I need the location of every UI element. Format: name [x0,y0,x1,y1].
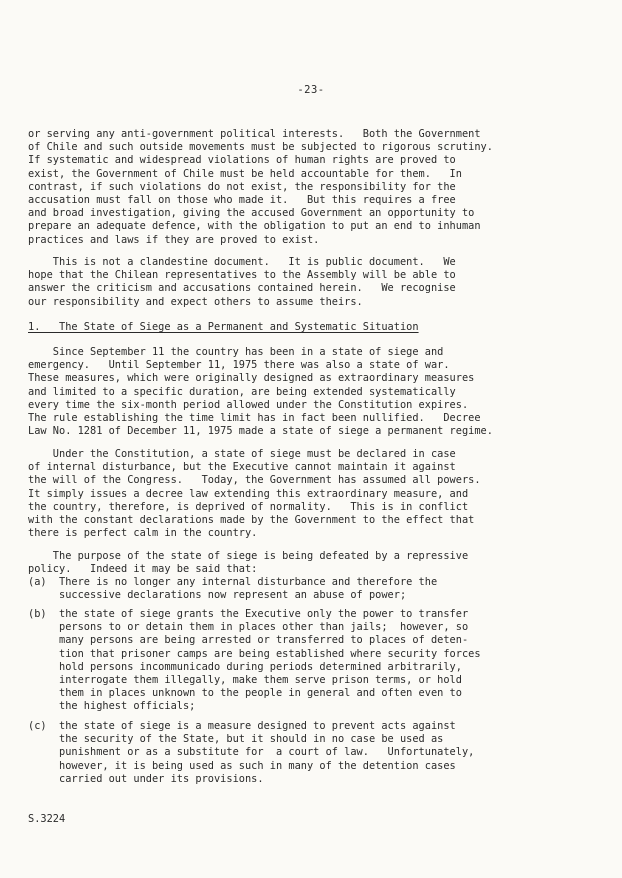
text-line: or serving any anti-government political interests. Both the Government [28,128,481,140]
text-line: If systematic and widespread violations of human rights are proved to [28,154,456,167]
text-line: tion that prisoner camps are being established where security forces [28,647,481,660]
text-line: It simply issues a decree law extending this extraordinary measure, and [28,487,469,500]
paragraph-scrutiny [28,128,598,247]
text-line: successive declarations now represent an abuse of power; [28,589,407,602]
text-line: and broad investigation, giving the accused Government an opportunity to [28,207,475,220]
text-line: Since September 11 the country has been in a state of siege and [28,346,444,358]
text-line: These measures, which were originally designed as extraordinary measures [28,372,475,385]
text-line: the highest officials; [28,700,196,713]
text-line: answer the criticism and accusations contained herein. We recognise [28,282,456,295]
text-line: of Chile and such outside movements must be subjected to rigorous scrutiny. [28,141,493,154]
text-line: contrast, if such violations do not exist, the responsibility for the [28,180,456,193]
text-line: Law No. 1281 of December 11, 1975 made a state of siege a permanent regime. [28,425,493,438]
text-line: hold persons incommunicado during periods determined arbitrarily, [28,660,462,673]
text-line: interrogate them illegally, make them serve prison terms, or hold [28,673,462,686]
text-line: punishment or as a substitute for a court of law. Unfortunately, [28,746,475,759]
text-line: hope that the Chilean representatives to the Assembly will be able to [28,269,456,282]
text-line: our responsibility and expect others to assume theirs. [28,295,363,308]
text-line: accusation must fall on those who made it. But this requires a free [28,193,456,206]
text-line: Under the Constitution, a state of siege must be declared in case [28,448,456,460]
text-line: The purpose of the state of siege is being defeated by a repressive [28,550,469,562]
list-item-b [28,608,598,714]
text-line: (b) the state of siege grants the Executive only the power to transfer [28,608,469,620]
section-heading: 1. The State of Siege as a Permanent and Systematic Situation [28,321,419,333]
text-line: (a) There is no longer any internal disturbance and therefore the [28,576,438,588]
text-line: the security of the State, but it should in no case be used as [28,733,444,746]
text-line: prepare an adequate defence, with the obligation to put an end to inhuman [28,220,481,233]
paragraph-constitution [28,448,598,540]
text-line: exist, the Government of Chile must be held accountable for them. In [28,167,462,180]
page-number: -23- [297,84,325,96]
paragraph-public-document [28,256,598,309]
text-line: practices and laws if they are proved to exist. [28,233,320,246]
text-line: the country, therefore, is deprived of normality. This is in conflict [28,500,469,513]
list-item-c [28,720,598,786]
list-item-a [28,576,598,602]
text-line: This is not a clandestine document. It is public document. We [28,256,456,268]
paragraph-state-of-siege [28,346,598,438]
text-line: however, it is being used as such in many of the detention cases [28,759,456,772]
text-line: (c) the state of siege is a measure designed to prevent acts against [28,720,456,732]
text-line: persons to or detain them in places other than jails; however, so [28,621,469,634]
text-line: of internal disturbance, but the Executive cannot maintain it against [28,461,456,474]
text-line: carried out under its provisions. [28,772,264,785]
text-line: and limited to a specific duration, are being extended systematically [28,385,456,398]
text-line: them in places unknown to the people in general and often even to [28,687,462,700]
text-line: emergency. Until September 11, 1975 there was also a state of war. [28,359,450,372]
text-line: there is perfect calm in the country. [28,527,258,540]
text-line: with the constant declarations made by the Government to the effect that [28,513,475,526]
text-line: the will of the Congress. Today, the Government has assumed all powers. [28,474,481,487]
paragraph-purpose [28,550,598,576]
text-line: The rule establishing the time limit has in fact been nullified. Decree [28,411,481,424]
text-line: many persons are being arrested or transferred to places of deten- [28,634,469,647]
text-line: every time the six-month period allowed under the Constitution expires. [28,398,469,411]
document-code: S.3224 [28,813,66,825]
text-line: policy. Indeed it may be said that: [28,563,258,576]
